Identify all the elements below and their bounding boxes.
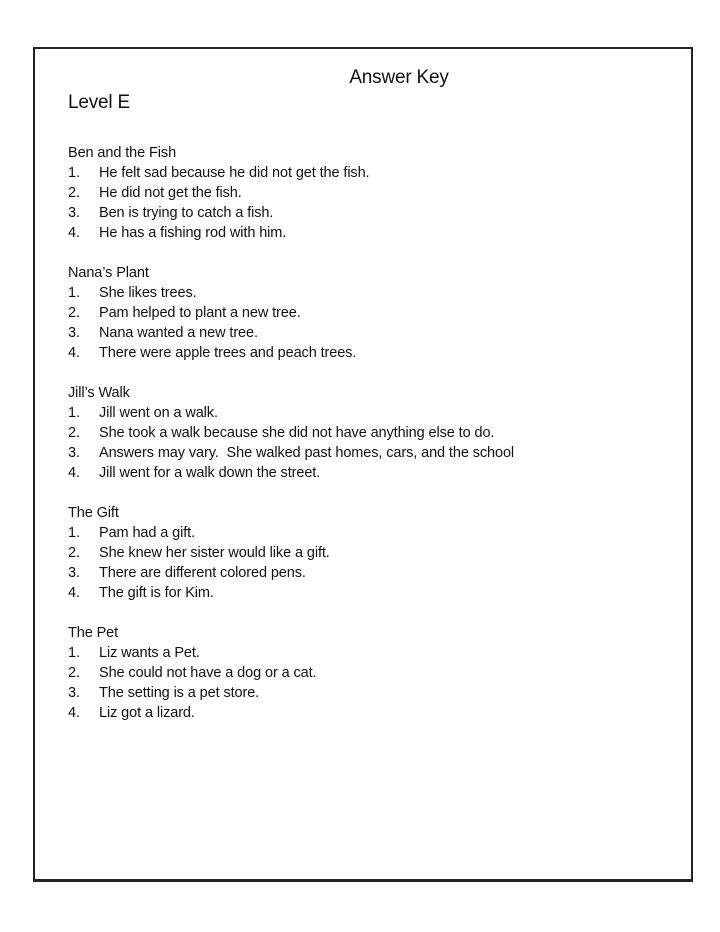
answer-sections — [68, 143, 671, 743]
answer-item — [68, 563, 671, 583]
answer-number: 4. — [68, 345, 80, 361]
answer-text: The gift is for Kim. — [99, 585, 214, 601]
answer-text: Pam had a gift. — [99, 525, 196, 541]
section-title: Ben and the Fish — [68, 145, 177, 161]
answer-number: 3. — [68, 685, 80, 701]
answer-text: There are different colored pens. — [99, 565, 306, 581]
section-title: The Gift — [68, 505, 119, 521]
answer-number: 4. — [68, 465, 80, 481]
answer-item — [68, 343, 671, 363]
section-jills-walk — [68, 383, 671, 483]
answer-number: 3. — [68, 325, 80, 341]
answer-item — [68, 523, 671, 543]
answer-text: She took a walk because she did not have anything else to do. — [99, 425, 495, 441]
answer-item — [68, 683, 671, 703]
answer-number: 2. — [68, 305, 80, 321]
section-title: Jill’s Walk — [68, 385, 130, 401]
answer-number: 2. — [68, 185, 80, 201]
answer-item — [68, 223, 671, 243]
answer-item — [68, 643, 671, 663]
section-title: Nana’s Plant — [68, 265, 149, 281]
answer-item — [68, 543, 671, 563]
answer-text: Liz wants a Pet. — [99, 645, 200, 661]
answer-number: 2. — [68, 545, 80, 561]
answer-text: She likes trees. — [99, 285, 197, 301]
answer-item — [68, 163, 671, 183]
section-the-pet — [68, 623, 671, 723]
answer-item — [68, 423, 671, 443]
answer-text: She could not have a dog or a cat. — [99, 665, 317, 681]
answer-text: Nana wanted a new tree. — [99, 325, 258, 341]
page-frame — [33, 47, 693, 882]
answer-number: 4. — [68, 585, 80, 601]
answer-item — [68, 463, 671, 483]
level-heading: Level E — [68, 92, 130, 113]
answer-number: 1. — [68, 405, 80, 421]
answer-number: 1. — [68, 285, 80, 301]
answer-number: 1. — [68, 165, 80, 181]
answer-item — [68, 323, 671, 343]
answer-text: Ben is trying to catch a fish. — [99, 205, 274, 221]
answer-item — [68, 703, 671, 723]
answer-text: He felt sad because he did not get the fish. — [99, 165, 370, 181]
answer-number: 1. — [68, 645, 80, 661]
answer-item — [68, 583, 671, 603]
answer-number: 2. — [68, 425, 80, 441]
answer-text: Pam helped to plant a new tree. — [99, 305, 301, 321]
answer-item — [68, 403, 671, 423]
answer-number: 2. — [68, 665, 80, 681]
answer-number: 3. — [68, 445, 80, 461]
section-nanas-plant — [68, 263, 671, 363]
answer-number: 3. — [68, 205, 80, 221]
answer-text: Liz got a lizard. — [99, 705, 195, 721]
answer-item — [68, 443, 671, 463]
answer-number: 4. — [68, 705, 80, 721]
section-title: The Pet — [68, 625, 119, 641]
answer-item — [68, 203, 671, 223]
answer-number: 1. — [68, 525, 80, 541]
answer-item — [68, 183, 671, 203]
answer-text: Answers may vary. She walked past homes, cars, and the school — [99, 445, 515, 461]
answer-text: He did not get the fish. — [99, 185, 242, 201]
answer-number: 4. — [68, 225, 80, 241]
answer-text: Jill went for a walk down the street. — [99, 465, 321, 481]
answer-item — [68, 663, 671, 683]
answer-text: There were apple trees and peach trees. — [99, 345, 357, 361]
answer-item — [68, 303, 671, 323]
section-the-gift — [68, 503, 671, 603]
answer-number: 3. — [68, 565, 80, 581]
page-title: Answer Key — [349, 67, 449, 88]
section-ben-and-the-fish — [68, 143, 671, 243]
answer-text: The setting is a pet store. — [99, 685, 260, 701]
answer-text: She knew her sister would like a gift. — [99, 545, 330, 561]
answer-item — [68, 283, 671, 303]
answer-text: He has a fishing rod with him. — [99, 225, 287, 241]
answer-text: Jill went on a walk. — [99, 405, 218, 421]
